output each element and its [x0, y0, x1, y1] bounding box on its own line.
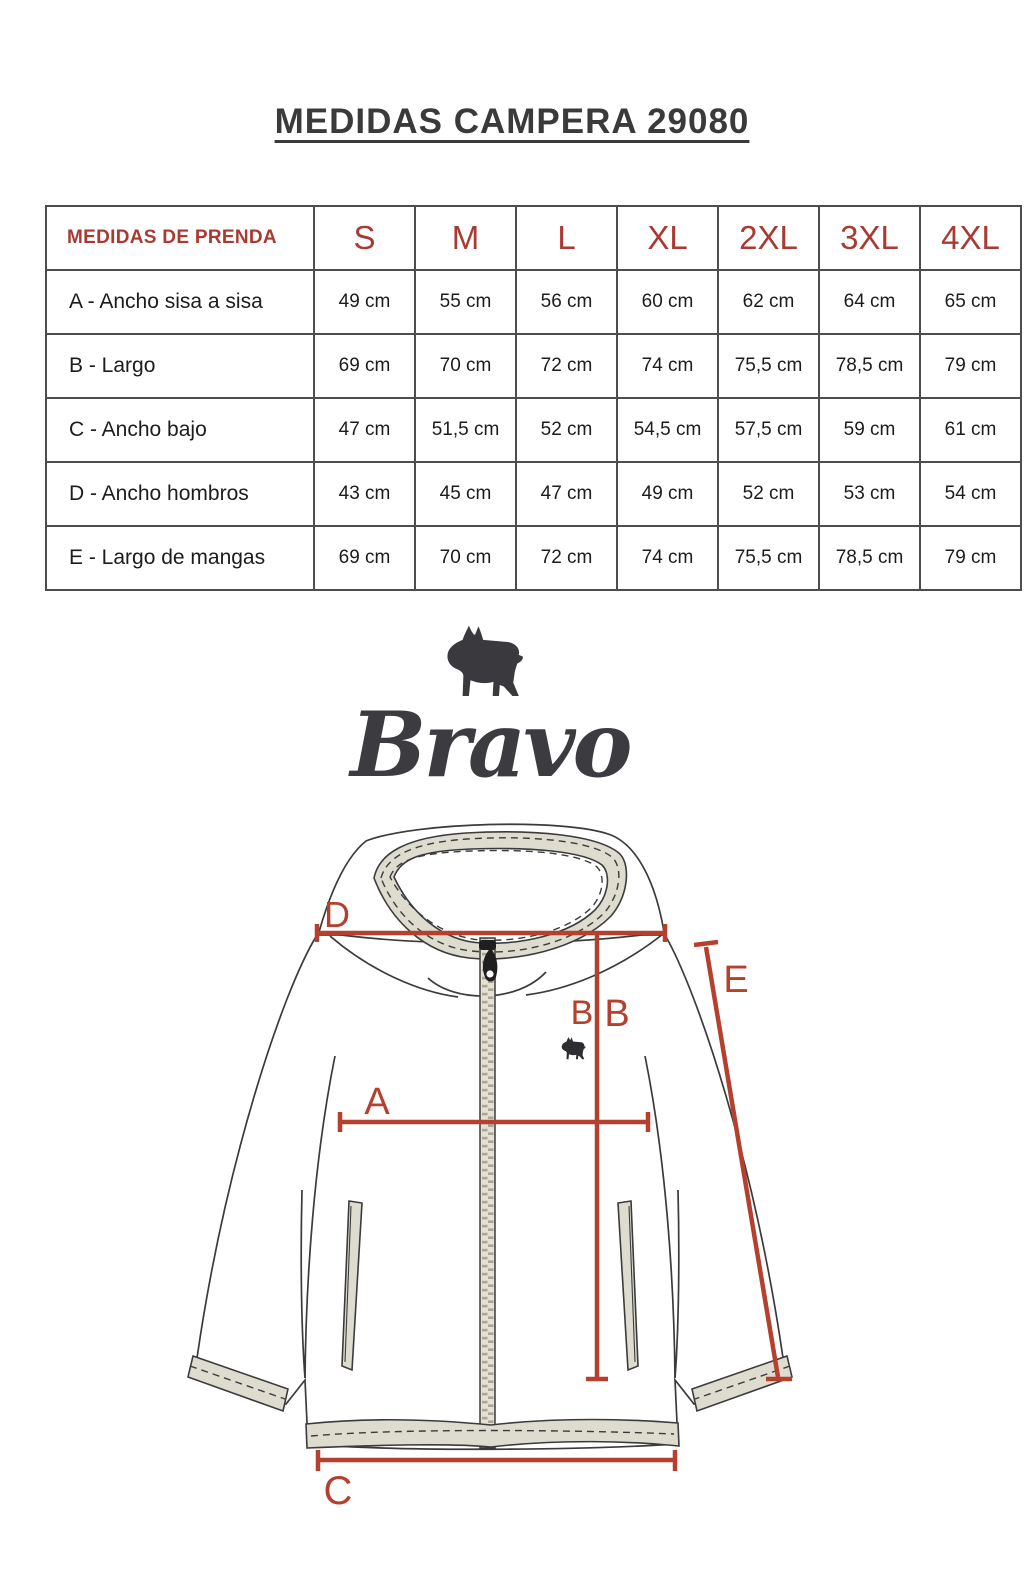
measurement-value: 74 cm	[617, 526, 718, 590]
measurement-value: 79 cm	[920, 334, 1021, 398]
size-table	[45, 205, 1022, 591]
measurement-label: E - Largo de mangas	[46, 526, 314, 590]
measure-label-a: A	[364, 1081, 390, 1123]
measurement-value: 56 cm	[516, 270, 617, 334]
french-bulldog-icon	[442, 622, 537, 702]
measurement-value: 70 cm	[415, 334, 516, 398]
measurement-value: 72 cm	[516, 334, 617, 398]
measurement-value: 43 cm	[314, 462, 415, 526]
table-header-row	[46, 206, 1021, 270]
measure-label-e: E	[723, 959, 749, 1001]
measurement-value: 75,5 cm	[718, 334, 819, 398]
measurement-value: 62 cm	[718, 270, 819, 334]
size-column-header: 3XL	[819, 206, 920, 270]
measurement-value: 55 cm	[415, 270, 516, 334]
measurement-value: 75,5 cm	[718, 526, 819, 590]
size-column-header: L	[516, 206, 617, 270]
measurement-value: 60 cm	[617, 270, 718, 334]
measurement-label: C - Ancho bajo	[46, 398, 314, 462]
measurement-value: 74 cm	[617, 334, 718, 398]
size-column-header: 4XL	[920, 206, 1021, 270]
measurement-row	[46, 334, 1021, 398]
measurement-value: 47 cm	[314, 398, 415, 462]
measurement-value: 72 cm	[516, 526, 617, 590]
measurement-value: 47 cm	[516, 462, 617, 526]
measurement-value: 64 cm	[819, 270, 920, 334]
measurement-row	[46, 270, 1021, 334]
measurement-value: 53 cm	[819, 462, 920, 526]
size-column-header: S	[314, 206, 415, 270]
size-column-header: 2XL	[718, 206, 819, 270]
measurement-row	[46, 462, 1021, 526]
measure-c	[318, 1450, 675, 1513]
measurement-value: 54 cm	[920, 462, 1021, 526]
measurement-value: 54,5 cm	[617, 398, 718, 462]
measurement-value: 61 cm	[920, 398, 1021, 462]
measurement-value: 52 cm	[516, 398, 617, 462]
measure-label-d: D	[324, 894, 350, 935]
measurement-value: 69 cm	[314, 526, 415, 590]
zipper-slider	[479, 940, 496, 950]
measurement-value: 78,5 cm	[819, 526, 920, 590]
brand-logo	[0, 622, 1024, 798]
measurement-label: A - Ancho sisa a sisa	[46, 270, 314, 334]
measurement-value: 69 cm	[314, 334, 415, 398]
measurement-row	[46, 398, 1021, 462]
page-title: MEDIDAS CAMPERA 29080	[274, 102, 750, 141]
measurement-value: 49 cm	[617, 462, 718, 526]
measurement-value: 65 cm	[920, 270, 1021, 334]
measure-label-b-right: B	[604, 993, 630, 1035]
measurement-row	[46, 526, 1021, 590]
measures-column-header: MEDIDAS DE PRENDA	[46, 206, 314, 270]
size-column-header: M	[415, 206, 516, 270]
measurement-value: 59 cm	[819, 398, 920, 462]
measurement-value: 45 cm	[415, 462, 516, 526]
measurement-value: 51,5 cm	[415, 398, 516, 462]
measure-label-b-left: B	[570, 994, 594, 1032]
measurement-label: D - Ancho hombros	[46, 462, 314, 526]
size-column-header: XL	[617, 206, 718, 270]
measurement-value: 52 cm	[718, 462, 819, 526]
measurement-value: 70 cm	[415, 526, 516, 590]
measure-label-c: C	[323, 1469, 353, 1513]
zipper	[479, 938, 497, 1448]
measurement-value: 79 cm	[920, 526, 1021, 590]
measurement-value: 49 cm	[314, 270, 415, 334]
measurement-label: B - Largo	[46, 334, 314, 398]
jacket-diagram	[150, 810, 850, 1530]
measurement-value: 78,5 cm	[819, 334, 920, 398]
measurement-value: 57,5 cm	[718, 398, 819, 462]
brand-name: Bravo	[350, 692, 630, 798]
